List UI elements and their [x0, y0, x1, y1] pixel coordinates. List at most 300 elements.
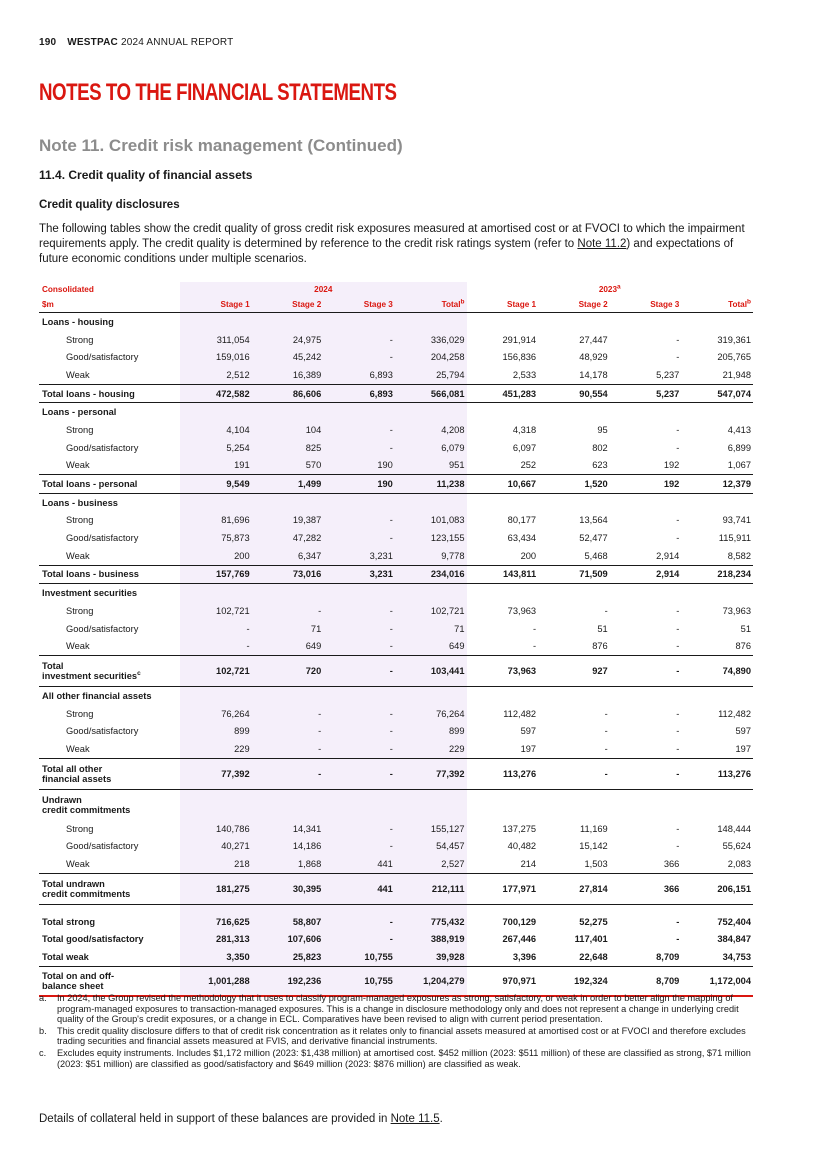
empty-cell — [681, 313, 753, 331]
footnote-marker: b — [460, 297, 465, 305]
table-cell: 311,054 — [180, 331, 252, 349]
table-cell: 5,237 — [656, 369, 680, 380]
footnotes — [39, 993, 753, 1070]
table-cell: 366 — [663, 859, 680, 870]
footnote-marker: a. — [39, 993, 47, 1003]
table-cell: 3,231 — [323, 547, 395, 565]
table-cell: 137,275 — [502, 823, 537, 834]
row-label: Strong — [66, 334, 94, 345]
table-row — [39, 457, 753, 475]
table-cell: 2,914 — [610, 565, 682, 584]
table-row — [39, 512, 753, 530]
table-cell: 3,350 — [180, 948, 252, 966]
table-cell: 11,238 — [395, 475, 467, 494]
column-header-label: Stage 1 — [220, 299, 250, 309]
empty-cell — [395, 904, 467, 913]
table-cell: 52,275 — [579, 916, 608, 927]
table-cell: 1,499 — [252, 475, 324, 494]
table-cell: 547,074 — [681, 384, 753, 403]
table-cell: 472,582 — [180, 384, 252, 403]
footnote-marker: b. — [39, 1025, 47, 1036]
table-cell: 6,347 — [252, 547, 324, 565]
row-label-line2: investment securities — [42, 671, 138, 682]
table-cell: 76,264 — [395, 705, 467, 723]
table-cell: 47,282 — [252, 529, 324, 547]
table-cell: 74,890 — [681, 656, 753, 687]
group-header-row — [39, 493, 753, 511]
table-cell: 117,401 — [574, 934, 608, 945]
table-cell: 104 — [252, 421, 324, 439]
empty-cell — [395, 584, 467, 602]
table-cell: 48,929 — [579, 352, 608, 363]
table-cell: - — [323, 820, 395, 838]
column-header-label: Stage 2 — [578, 299, 608, 309]
table-cell: 218 — [180, 855, 252, 873]
empty-cell — [467, 789, 539, 820]
table-row — [39, 602, 753, 620]
table-cell: - — [323, 758, 395, 789]
row-label: Strong — [66, 605, 94, 616]
empty-cell — [252, 789, 324, 820]
empty-cell — [395, 313, 467, 331]
final-total-label — [39, 966, 180, 996]
empty-cell — [610, 313, 682, 331]
empty-cell — [180, 313, 252, 331]
group-label: Loans - housing — [42, 316, 114, 327]
empty-cell — [610, 584, 682, 602]
table-cell: 190 — [323, 475, 395, 494]
footnote-marker: c. — [39, 1047, 47, 1058]
table-cell: 192 — [663, 460, 680, 471]
table-cell: - — [533, 641, 537, 652]
table-cell: - — [323, 439, 395, 457]
table-cell: 214 — [520, 859, 537, 870]
empty-cell — [467, 584, 539, 602]
table-cell: 14,341 — [252, 820, 324, 838]
table-cell: 649 — [252, 637, 324, 655]
empty-cell — [681, 403, 753, 421]
total-row — [39, 656, 753, 687]
table-cell: 86,606 — [252, 384, 324, 403]
table-cell: - — [533, 623, 537, 634]
table-cell: 40,271 — [180, 838, 252, 856]
table-cell: - — [323, 740, 395, 758]
row-label: Strong — [66, 424, 94, 435]
row-label: Strong — [66, 515, 94, 526]
table-cell: 73,016 — [252, 565, 324, 584]
group-label: Loans - personal — [42, 407, 117, 418]
table-cell: 58,807 — [252, 913, 324, 931]
group-header-row — [39, 403, 753, 421]
table-cell: 14,186 — [252, 838, 324, 856]
table-cell: - — [180, 637, 252, 655]
table-cell: 75,873 — [180, 529, 252, 547]
empty-cell — [323, 403, 395, 421]
empty-cell — [538, 687, 610, 705]
table-cell: 1,001,288 — [180, 966, 252, 996]
empty-cell — [252, 313, 324, 331]
table-cell: 52,477 — [579, 533, 608, 544]
table-cell: 148,444 — [717, 823, 751, 834]
table-cell: 71,509 — [538, 565, 610, 584]
table-cell: 899 — [180, 722, 252, 740]
row-label-line1: Undrawn — [42, 794, 82, 805]
table-cell: 700,129 — [502, 916, 537, 927]
table-cell: 113,276 — [681, 758, 753, 789]
total-row — [39, 758, 753, 789]
table-cell: 927 — [538, 656, 610, 687]
table-row — [39, 547, 753, 565]
table-cell: 159,016 — [180, 348, 252, 366]
row-label-line1: Total — [42, 661, 64, 672]
table-cell: - — [676, 726, 680, 737]
table-cell: 73,963 — [507, 605, 537, 616]
grand-total-label: Total weak — [42, 952, 89, 963]
table-cell: 5,237 — [610, 384, 682, 403]
column-header-label: Stage 3 — [363, 299, 393, 309]
table-cell: 191 — [180, 457, 252, 475]
table-cell: 39,928 — [395, 948, 467, 966]
table-cell: 212,111 — [395, 873, 467, 904]
empty-cell — [252, 403, 324, 421]
empty-cell — [180, 584, 252, 602]
table-row — [39, 348, 753, 366]
row-label-line1: Total undrawn — [42, 878, 105, 889]
table-cell: - — [323, 529, 395, 547]
row-label: Good/satisfactory — [66, 533, 139, 544]
table-cell: - — [323, 931, 395, 949]
total-row — [39, 384, 753, 403]
row-label: Weak — [66, 641, 90, 652]
group-label: Loans - business — [42, 497, 118, 508]
table-cell: 229 — [395, 740, 467, 758]
table-cell: 55,624 — [722, 841, 751, 852]
row-label-line2: credit commitments — [42, 888, 131, 899]
table-cell: - — [676, 352, 680, 363]
table-cell: - — [676, 641, 680, 652]
table-cell: 192,236 — [252, 966, 324, 996]
empty-cell — [180, 493, 252, 511]
table-cell: 6,893 — [323, 384, 395, 403]
table-cell: 623 — [592, 460, 608, 471]
row-label-line2: financial assets — [42, 773, 112, 784]
column-header-label: Total — [728, 299, 748, 309]
table-cell: 113,276 — [467, 758, 539, 789]
empty-cell — [610, 789, 682, 820]
table-cell: 2,527 — [395, 855, 467, 873]
table-cell: 81,696 — [180, 512, 252, 530]
table-cell: 8,709 — [656, 952, 680, 963]
table-cell: 9,778 — [395, 547, 467, 565]
table-cell: 13,564 — [579, 515, 608, 526]
empty-cell — [323, 687, 395, 705]
table-cell: 876 — [735, 641, 751, 652]
table-cell: 441 — [323, 873, 395, 904]
page-header — [39, 37, 233, 48]
table-cell: 2,083 — [727, 859, 751, 870]
footnote-text: Excludes equity instruments. Includes $1,172 million (2023: $1,438 million) at amortised cost. $452 million (2023: $511 million) of these are classified as strong, $71 million (2023: $51 million) are classified as good/satisfactory and $649 million (2023: $876 million) are classified as weak. — [57, 1047, 751, 1069]
table-cell: 63,434 — [507, 533, 537, 544]
empty-cell — [395, 687, 467, 705]
column-header — [538, 296, 610, 313]
table-cell: - — [676, 442, 680, 453]
empty-cell — [538, 493, 610, 511]
table-row — [39, 740, 753, 758]
table-cell: 2,533 — [512, 369, 537, 380]
empty-cell — [538, 313, 610, 331]
row-label-line2: balance sheet — [42, 980, 104, 991]
column-header — [610, 296, 682, 313]
empty-cell — [252, 904, 324, 913]
table-cell: 218,234 — [681, 565, 753, 584]
table-cell: 2,512 — [180, 366, 252, 384]
year-label: 2024 — [314, 284, 333, 294]
table-cell: 267,446 — [502, 934, 537, 945]
footnote-marker: c — [137, 669, 141, 677]
column-header — [252, 296, 324, 313]
row-label: Good/satisfactory — [66, 442, 139, 453]
table-cell: - — [323, 421, 395, 439]
corner-label: Consolidated — [42, 284, 94, 294]
table-cell: - — [252, 722, 324, 740]
table-cell: 200 — [180, 547, 252, 565]
brand-name: WESTPAC — [67, 37, 118, 48]
empty-cell — [610, 493, 682, 511]
table-cell: 1,503 — [584, 859, 608, 870]
table-cell: 3,396 — [512, 952, 537, 963]
table-cell: 200 — [520, 550, 537, 561]
column-header — [395, 296, 467, 313]
total-label — [39, 656, 180, 687]
table-row — [39, 838, 753, 856]
table-cell: 252 — [520, 460, 537, 471]
total-label — [39, 758, 180, 789]
table-cell: 10,755 — [323, 948, 395, 966]
table-cell: 1,172,004 — [681, 966, 753, 996]
grand-total-row — [39, 931, 753, 949]
table-cell: - — [538, 758, 610, 789]
total-label: Total loans - personal — [39, 475, 180, 494]
table-cell: - — [676, 823, 680, 834]
table-cell: - — [252, 705, 324, 723]
table-cell: 77,392 — [395, 758, 467, 789]
table-cell: 291,914 — [502, 334, 537, 345]
note-11-2-link[interactable]: Note 11.2 — [577, 238, 627, 250]
footnote — [39, 993, 753, 1025]
column-header — [323, 296, 395, 313]
table-cell: 101,083 — [395, 512, 467, 530]
table-cell: 73,963 — [467, 656, 539, 687]
table-cell: - — [180, 620, 252, 638]
total-label — [39, 873, 180, 904]
table-cell: 597 — [735, 726, 751, 737]
table-cell: - — [676, 605, 680, 616]
table-cell: 6,079 — [395, 439, 467, 457]
total-row — [39, 565, 753, 584]
credit-quality-table — [39, 282, 753, 997]
year-label: 2023 — [598, 284, 618, 294]
table-cell: 9,549 — [180, 475, 252, 494]
table-cell: 597 — [520, 726, 537, 737]
table-cell: 76,264 — [180, 705, 252, 723]
table-cell: - — [323, 705, 395, 723]
final-total-row — [39, 966, 753, 996]
table-cell: 441 — [323, 855, 395, 873]
table-cell: 112,482 — [718, 708, 751, 719]
table-cell: 451,283 — [467, 384, 539, 403]
subsection-title: 11.4. Credit quality of financial assets — [39, 168, 253, 182]
empty-cell — [610, 403, 682, 421]
table-row — [39, 705, 753, 723]
table-cell: - — [604, 726, 608, 737]
table-cell: 4,104 — [180, 421, 252, 439]
table-cell: 2,914 — [656, 550, 680, 561]
table-cell: - — [676, 743, 680, 754]
table-cell: 197 — [520, 743, 537, 754]
table-cell: 71 — [395, 620, 467, 638]
table-cell: 205,765 — [717, 352, 751, 363]
footnote-text: In 2024, the Group revised the methodology that it uses to classify program-managed exposures as strong, satisfactory, or weak in order to better align the mapping of program-managed exposures to transaction-managed exposures. This is a change in disclosure methodology only and does not represent a change in underlying credit quality of the Group's credit exposures, or a change in ECL. Comparatives have been revised to align with current period presentation. — [57, 993, 739, 1025]
row-label-line2: credit commitments — [42, 804, 131, 815]
report-name: 2024 ANNUAL REPORT — [120, 37, 234, 48]
table-cell: 752,404 — [717, 916, 751, 927]
total-row — [39, 873, 753, 904]
table-cell: - — [676, 841, 680, 852]
table-row — [39, 439, 753, 457]
header-row-years — [39, 282, 753, 296]
table-cell: - — [323, 602, 395, 620]
column-header-label: Stage 3 — [650, 299, 680, 309]
row-label: Good/satisfactory — [66, 841, 139, 852]
table-cell: 825 — [252, 439, 324, 457]
table-cell: - — [323, 637, 395, 655]
group-header-row — [39, 789, 753, 820]
table-cell: 77,392 — [180, 758, 252, 789]
intro-text: The following tables show the credit quality of gross credit risk exposures measured at amortised cost or at FVOCI to which the impairment requirements apply. The credit quality is determined by reference to the credit risk ratings system (refer to — [39, 223, 745, 250]
table-row — [39, 722, 753, 740]
note-11-5-link[interactable]: Note 11.5 — [390, 1113, 440, 1125]
empty-cell — [681, 789, 753, 820]
row-label-line1: Total on and off- — [42, 970, 115, 981]
empty-cell — [323, 584, 395, 602]
table-cell: 25,823 — [252, 948, 324, 966]
empty-cell — [323, 313, 395, 331]
grand-total-label: Total good/satisfactory — [42, 934, 144, 945]
table-cell: 181,275 — [180, 873, 252, 904]
table-cell: 4,413 — [727, 424, 751, 435]
table-row — [39, 820, 753, 838]
empty-cell — [252, 584, 324, 602]
spacer-row — [39, 904, 753, 913]
empty-cell — [538, 904, 610, 913]
footnote-marker: b — [747, 297, 751, 305]
table-cell: 73,963 — [722, 605, 751, 616]
table-cell: 4,318 — [512, 424, 537, 435]
total-label: Total loans - business — [39, 565, 180, 584]
table-cell: 336,029 — [395, 331, 467, 349]
empty-cell — [395, 789, 467, 820]
grand-total-label: Total strong — [42, 916, 96, 927]
table-cell: 102,721 — [395, 602, 467, 620]
row-label: Strong — [66, 708, 94, 719]
table-cell: 123,155 — [395, 529, 467, 547]
table-cell: 30,395 — [252, 873, 324, 904]
empty-cell — [610, 904, 682, 913]
table-cell: 10,667 — [467, 475, 539, 494]
table-cell: - — [323, 620, 395, 638]
empty-cell — [681, 904, 753, 913]
empty-cell — [681, 584, 753, 602]
table-cell: - — [604, 743, 608, 754]
footnote-marker: a — [617, 282, 621, 290]
total-row — [39, 475, 753, 494]
table-cell: 40,482 — [507, 841, 537, 852]
table-row — [39, 331, 753, 349]
empty-cell — [395, 403, 467, 421]
table-cell: - — [676, 708, 680, 719]
table-cell: 1,067 — [727, 460, 751, 471]
table-cell: 22,648 — [579, 952, 608, 963]
details-text: Details of collateral held in support of these balances are provided in — [39, 1113, 391, 1125]
table-cell: 54,457 — [395, 838, 467, 856]
table-cell: 177,971 — [467, 873, 539, 904]
empty-cell — [180, 904, 252, 913]
table-cell: 24,975 — [252, 331, 324, 349]
table-cell: 319,361 — [717, 334, 751, 345]
column-header — [180, 296, 252, 313]
empty-cell — [538, 584, 610, 602]
table-cell: 25,794 — [395, 366, 467, 384]
table-cell: 649 — [395, 637, 467, 655]
table-cell: 157,769 — [180, 565, 252, 584]
collateral-details — [39, 1113, 443, 1125]
table-cell: 155,127 — [395, 820, 467, 838]
empty-cell — [180, 687, 252, 705]
table-cell: 899 — [395, 722, 467, 740]
units-label: $m — [39, 296, 180, 313]
empty-cell — [467, 904, 539, 913]
table-cell: 197 — [735, 743, 751, 754]
table-cell: 11,169 — [579, 823, 608, 834]
table-cell: 388,919 — [395, 931, 467, 949]
table-cell: 34,753 — [722, 952, 751, 963]
table-cell: 876 — [592, 641, 608, 652]
table-cell: 21,948 — [722, 369, 751, 380]
table-cell: 4,208 — [395, 421, 467, 439]
table-cell: 1,520 — [538, 475, 610, 494]
table-cell: 15,142 — [579, 841, 608, 852]
page-title: NOTES TO THE FINANCIAL STATEMENTS — [39, 79, 397, 106]
table-cell: 970,971 — [467, 966, 539, 996]
table-cell: 8,582 — [727, 550, 751, 561]
table-cell: 71 — [252, 620, 324, 638]
table-cell: - — [676, 916, 680, 927]
year-2024-header — [180, 282, 466, 296]
section-title: Credit quality disclosures — [39, 199, 180, 211]
table-cell: - — [676, 934, 680, 945]
table-cell: 140,786 — [180, 820, 252, 838]
row-label: Weak — [66, 859, 90, 870]
table-cell: - — [252, 602, 324, 620]
table-cell: 951 — [395, 457, 467, 475]
table-cell: 204,258 — [395, 348, 467, 366]
table-cell: 3,231 — [323, 565, 395, 584]
empty-cell — [323, 493, 395, 511]
total-label: Total loans - housing — [39, 384, 180, 403]
table-cell: - — [252, 740, 324, 758]
table-cell: 6,893 — [323, 366, 395, 384]
table-cell: - — [676, 533, 680, 544]
